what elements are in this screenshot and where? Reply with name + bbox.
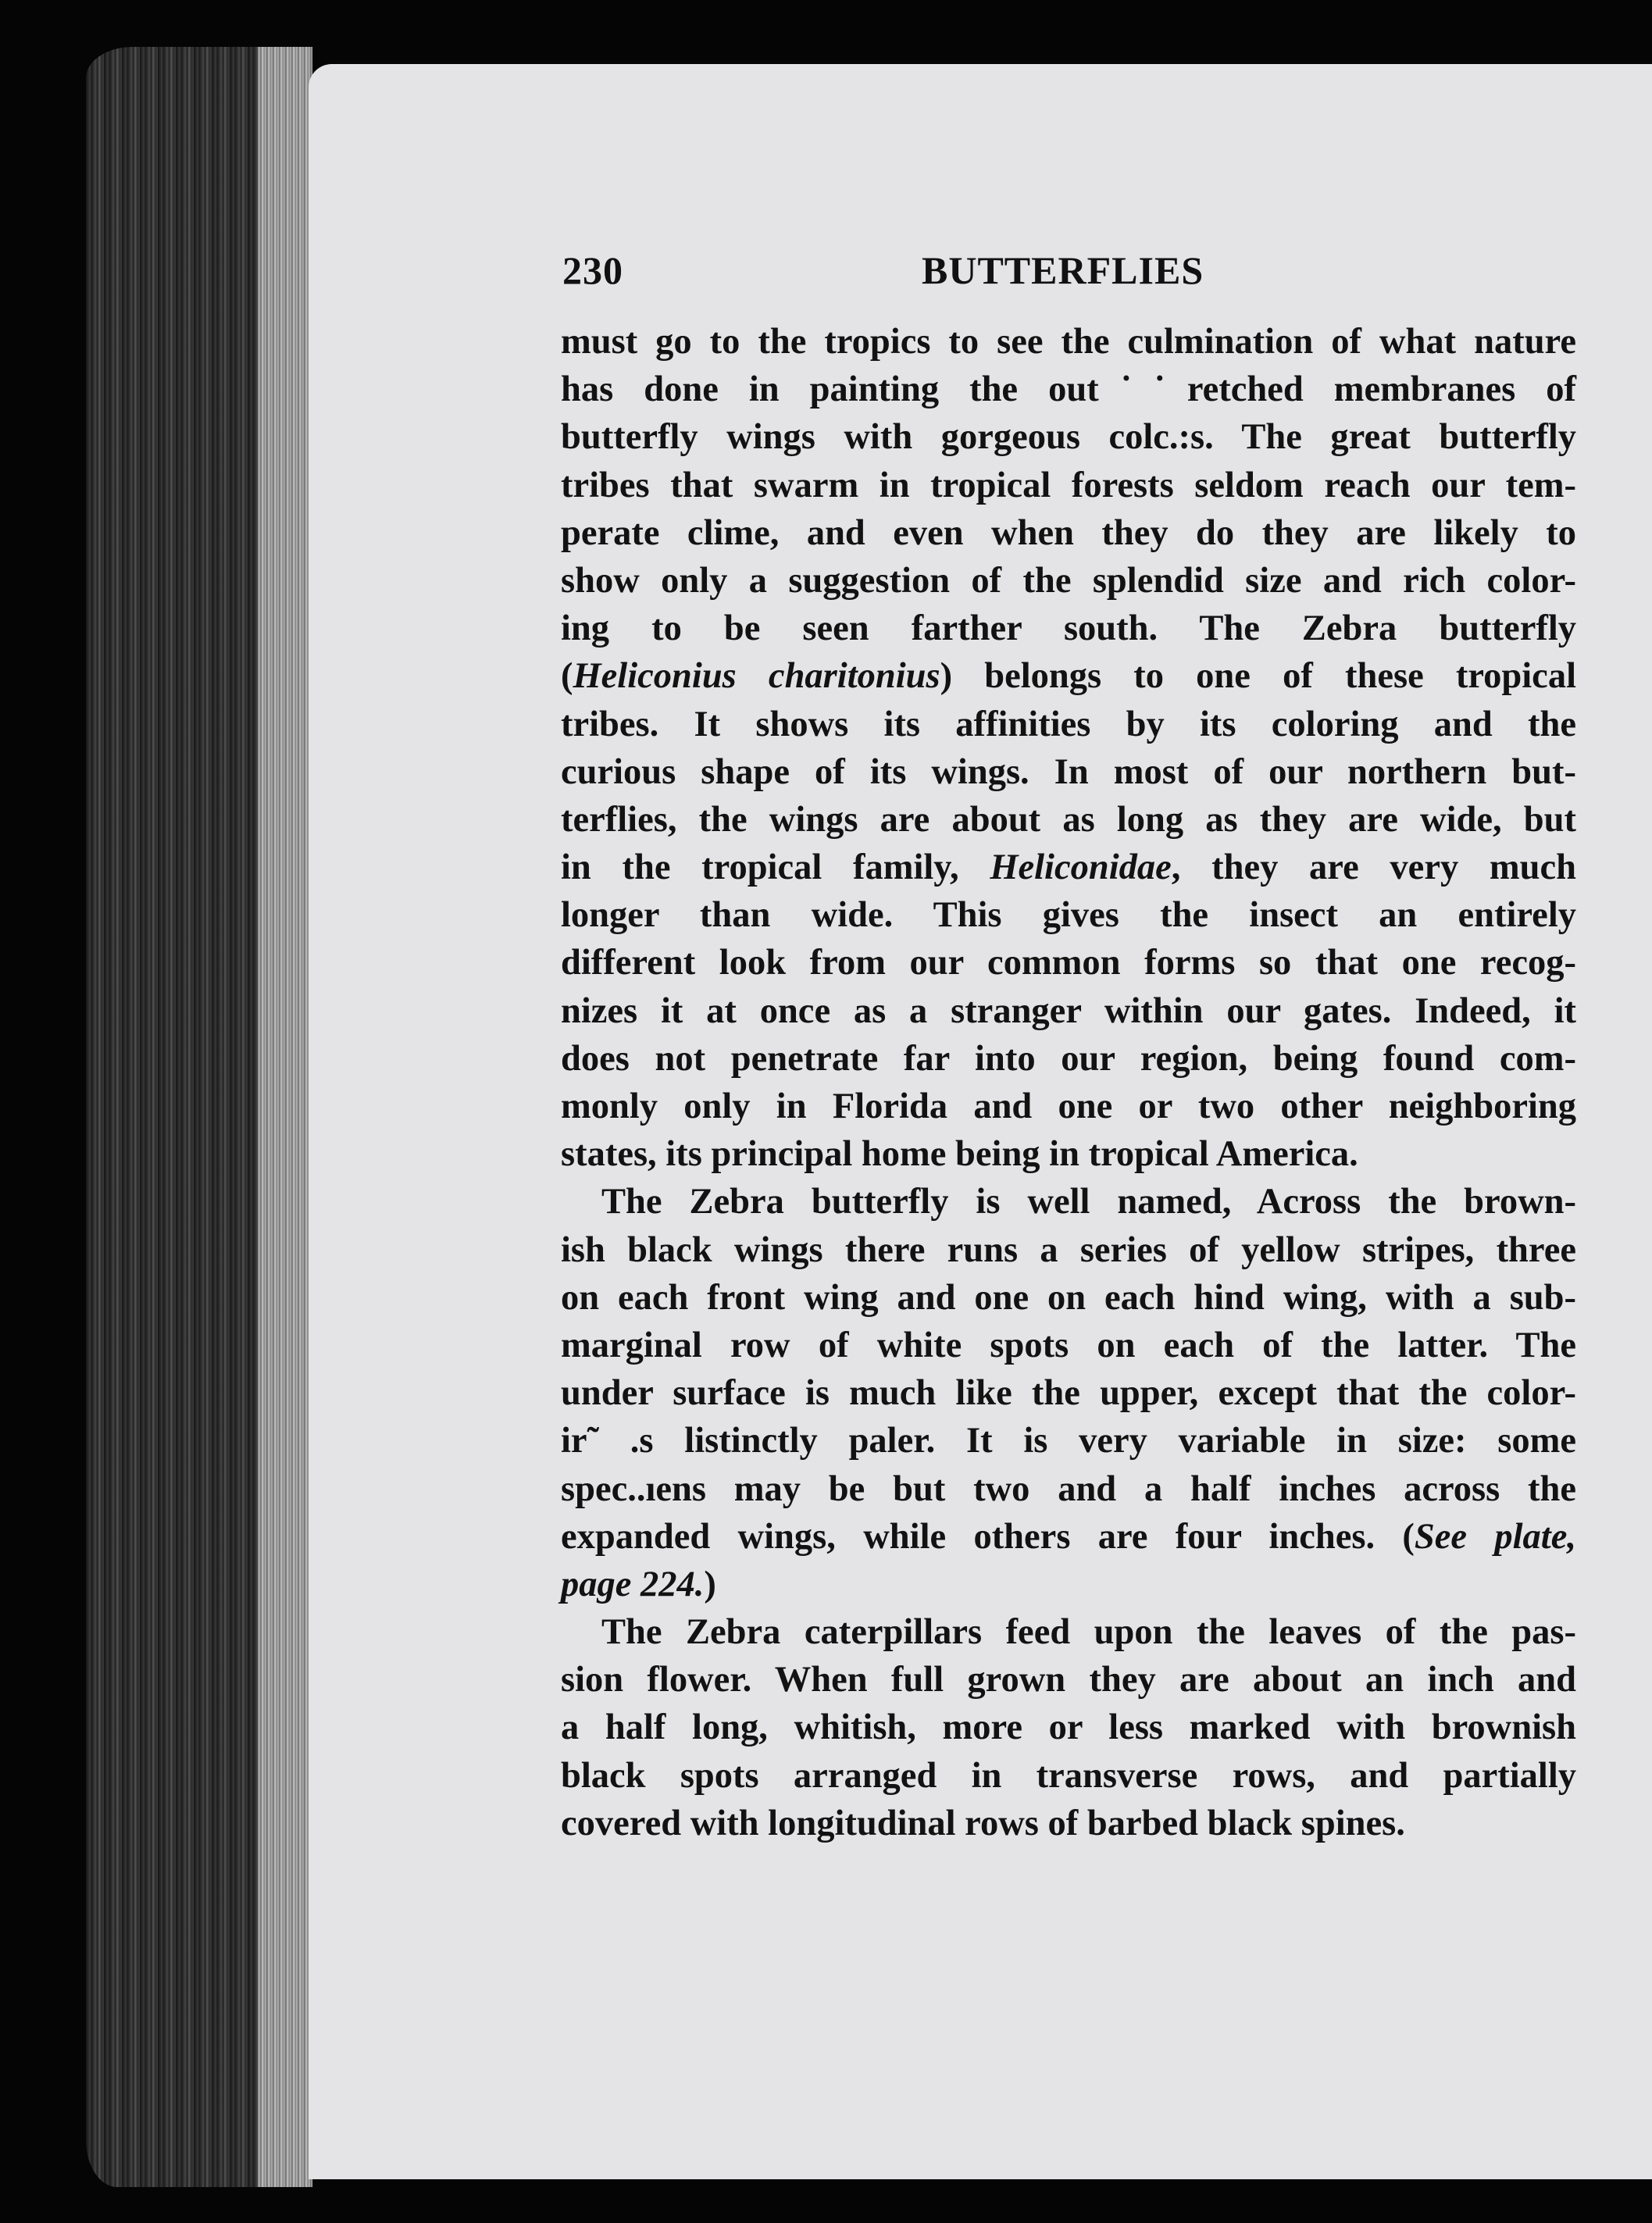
- text-run: expanded wings, while others are four inches. (: [561, 1516, 1415, 1557]
- text-run: different look from our common forms so that one recog-: [561, 943, 1576, 983]
- text-line: [561, 1369, 1576, 1417]
- text-run: tribes that swarm in tropical forests seldom reach our tem-: [561, 465, 1576, 505]
- text-line: [561, 1322, 1576, 1369]
- text-line: [561, 509, 1576, 557]
- text-run: ir˜ .s listinctly paler. It is very variable in size: some: [561, 1421, 1576, 1461]
- text-line: [561, 1083, 1576, 1130]
- text-line: [561, 748, 1576, 796]
- text-line: [561, 987, 1576, 1035]
- text-run: on each front wing and one on each hind wing, with a sub-: [561, 1277, 1576, 1318]
- text-line: [561, 939, 1576, 987]
- text-run: nizes it at once as a stranger within our gates. Indeed, it: [561, 990, 1576, 1031]
- text-line: [561, 1274, 1576, 1322]
- text-line: [561, 1513, 1576, 1561]
- text-run: covered with longitudinal rows of barbed black spines.: [561, 1803, 1405, 1843]
- text-run: has done in painting the out˙˙retched membranes of: [561, 369, 1576, 410]
- italic-text: page 224.: [561, 1564, 705, 1604]
- italic-text: See plate,: [1414, 1516, 1576, 1557]
- text-run: tribes. It shows its affinities by its coloring and the: [561, 704, 1576, 744]
- text-line: [561, 844, 1576, 891]
- text-run: terflies, the wings are about as long as they are wide, but: [561, 799, 1576, 840]
- text-run: The Zebra caterpillars feed upon the leaves of the pas-: [601, 1612, 1576, 1653]
- text-line: [561, 652, 1576, 700]
- text-line: [561, 1226, 1576, 1274]
- text-run: The Zebra butterfly is well named, Across the brown-: [601, 1182, 1576, 1222]
- text-run: monly only in Florida and one or two other neighboring: [561, 1087, 1576, 1126]
- text-run: under surface is much like the upper, except that the color-: [561, 1373, 1576, 1414]
- text-line: [561, 1704, 1576, 1751]
- text-run: does not penetrate far into our region, being found com-: [561, 1038, 1576, 1079]
- page-header: [562, 248, 1648, 318]
- text-run: a half long, whitish, more or less marked with brownish: [561, 1707, 1576, 1748]
- text-run: ish black wings there runs a series of yellow stripes, three: [561, 1229, 1576, 1270]
- text-run: longer than wide. This gives the insect an entirely: [561, 895, 1576, 936]
- text-line: [561, 1561, 1576, 1608]
- text-line: [561, 605, 1576, 652]
- text-run: must go to the tropics to see the culmination of what nature: [561, 322, 1576, 362]
- text-line: [561, 891, 1576, 939]
- text-run: states, its principal home being in tropical America.: [561, 1134, 1358, 1175]
- text-run: curious shape of its wings. In most of our northern but-: [561, 751, 1576, 792]
- text-line: [561, 1752, 1576, 1800]
- text-line: [561, 1656, 1576, 1704]
- text-run: spec..ıens may be but two and a half inches across the: [561, 1468, 1576, 1509]
- text-line: [561, 1608, 1576, 1656]
- text-run: ) belongs to one of these tropical: [940, 656, 1576, 697]
- text-run: ): [704, 1564, 716, 1604]
- text-line: [561, 796, 1576, 844]
- book-page-edges: [86, 47, 312, 2187]
- body-text: [561, 318, 1576, 1847]
- text-line: [561, 1465, 1576, 1513]
- text-run: sion flower. When full grown they are about an inch and: [561, 1660, 1576, 1700]
- text-run: , they are very much: [1171, 847, 1576, 888]
- text-line: [561, 318, 1576, 366]
- text-line: [561, 1800, 1576, 1847]
- text-line: [561, 366, 1576, 413]
- text-run: marginal row of white spots on each of the latter. The: [561, 1325, 1576, 1365]
- text-line: [561, 462, 1576, 509]
- text-line: [561, 1130, 1576, 1178]
- text-line: [561, 413, 1576, 461]
- text-run: (: [561, 656, 573, 697]
- book-page: [309, 64, 1652, 2179]
- italic-text: Heliconidae: [990, 847, 1172, 888]
- text-run: butterfly wings with gorgeous colc.:s. The great butterfly: [561, 417, 1576, 458]
- text-run: in the tropical family,: [561, 847, 990, 888]
- text-run: perate clime, and even when they do they are likely to: [561, 512, 1576, 553]
- italic-text: Heliconius charitonius: [573, 656, 940, 697]
- text-run: black spots arranged in transverse rows, and partially: [561, 1755, 1576, 1796]
- text-run: show only a suggestion of the splendid size and rich color-: [561, 560, 1576, 601]
- text-line: [561, 1035, 1576, 1083]
- text-line: [561, 1178, 1576, 1226]
- running-head: BUTTERFLIES: [922, 248, 1204, 292]
- text-run: ing to be seen farther south. The Zebra butterfly: [561, 608, 1576, 649]
- text-line: [561, 701, 1576, 748]
- text-line: [561, 557, 1576, 605]
- page-number: 230: [562, 248, 623, 292]
- text-line: [561, 1417, 1576, 1465]
